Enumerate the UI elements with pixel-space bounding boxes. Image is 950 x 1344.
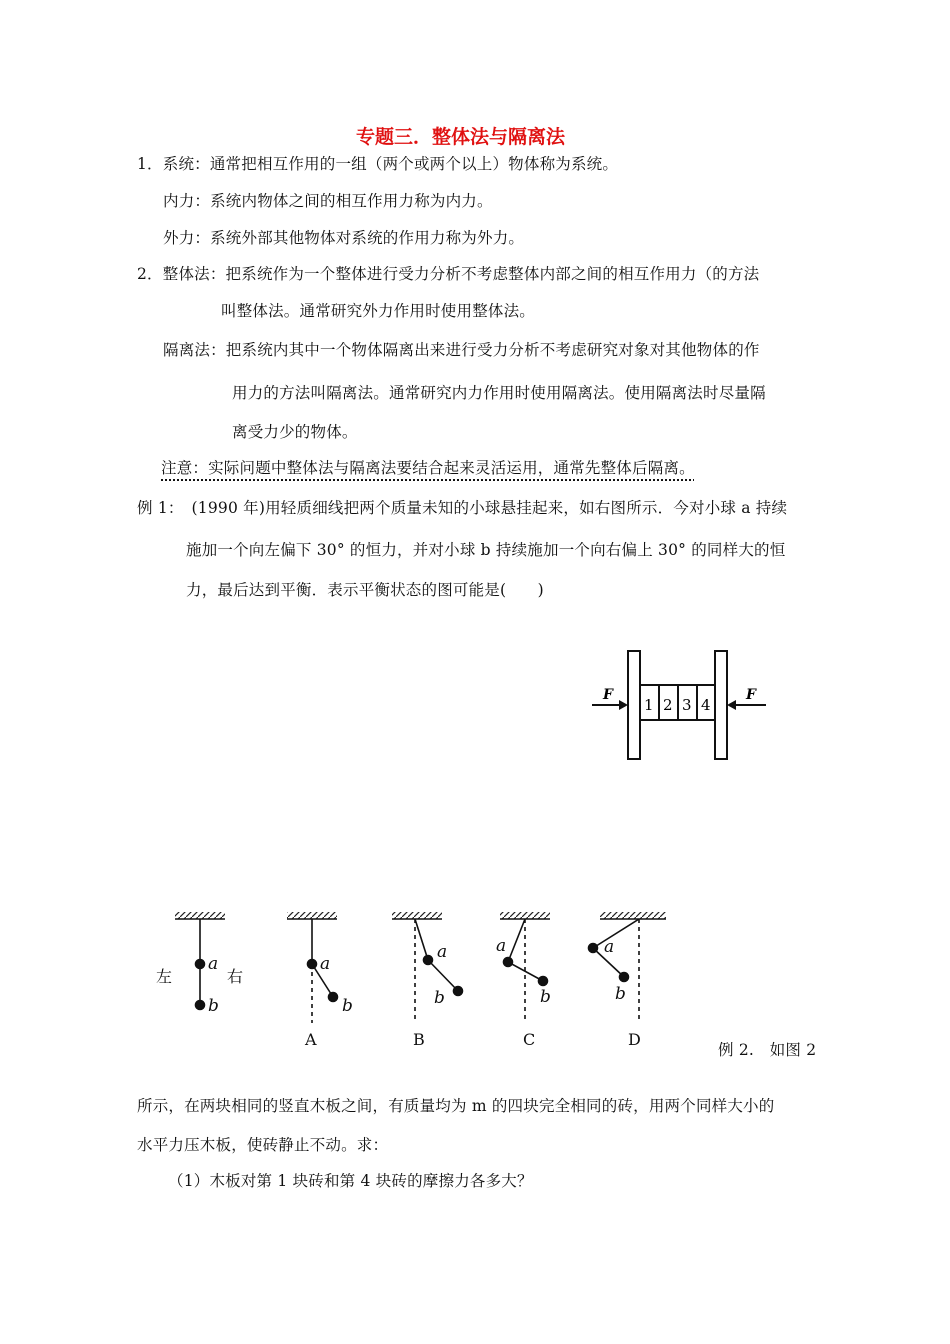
option-D: D [628,1030,641,1049]
brick-2-label: 2 [663,696,673,714]
left-force-label: F [603,687,613,703]
example2-line1: 所示，在两块相同的竖直木板之间，有质量均为 m 的四块完全相同的砖，用两个同样大小的 [137,1097,775,1115]
example2-question1: （1）木板对第 1 块砖和第 4 块砖的摩擦力各多大？ [168,1172,533,1190]
label-a-D: a [604,937,615,957]
option-A: A [305,1030,317,1049]
label-b-orig: b [208,996,219,1016]
definition-isolation-method: 隔离法：把系统内其中一个物体隔离出来进行受力分析不考虑研究对象对其他物体的作 [163,341,760,359]
label-b-D: b [615,984,626,1004]
label-b-B: b [434,988,445,1008]
note-text: 注意：实际问题中整体法与隔离法要结合起来灵活运用，通常先整体后隔离。 [161,459,695,477]
label-a-C: a [496,936,507,956]
example2-line2: 水平力压木板，使砖静止不动。求： [137,1136,389,1154]
option-C: C [523,1030,536,1049]
definition-external-force: 外力：系统外部其他物体对系统的作用力称为外力。 [163,229,525,247]
label-a-orig: a [208,954,219,974]
label-b-A: b [342,996,353,1016]
definition-isolation-method-end: 离受力少的物体。 [232,423,358,441]
brick-4-label: 4 [701,696,711,714]
definition-system: 1．系统：通常把相互作用的一组（两个或两个以上）物体称为系统。 [137,155,619,173]
definition-internal-force: 内力：系统内物体之间的相互作用力称为内力。 [163,192,493,210]
page-title: 专题三．整体法与隔离法 [356,126,566,148]
boards-bricks-figure [586,648,776,763]
label-left: 左 [156,967,173,986]
example2-head: 例 2. 如图 2 [718,1041,817,1059]
option-B: B [413,1030,425,1049]
example1-line1: 例 1： (1990 年)用轻质细线把两个质量未知的小球悬挂起来，如右图所示．今对小球 a 持续 [137,499,788,517]
left-board [628,651,640,759]
brick-3-label: 3 [682,696,692,714]
hanging-balls-figure [150,905,680,1055]
example1-line3: 力，最后达到平衡．表示平衡状态的图可能是( ) [186,581,544,599]
definition-whole-method-cont: 叫整体法。通常研究外力作用时使用整体法。 [221,302,536,320]
brick-1-label: 1 [644,696,654,714]
definition-whole-method: 2．整体法：把系统作为一个整体进行受力分析不考虑整体内部之间的相互作用力（的方法 [137,265,760,283]
definition-isolation-method-cont: 用力的方法叫隔离法。通常研究内力作用时使用隔离法。使用隔离法时尽量隔 [232,384,766,402]
right-board [715,651,727,759]
example1-line2: 施加一个向左偏下 30° 的恒力，并对小球 b 持续施加一个向右偏上 30° 的同样大的恒 [186,541,786,559]
label-b-C: b [540,987,551,1007]
label-a-B: a [437,942,448,962]
label-a-A: a [320,954,331,974]
right-force-label: F [746,687,756,703]
label-right: 右 [227,967,244,986]
